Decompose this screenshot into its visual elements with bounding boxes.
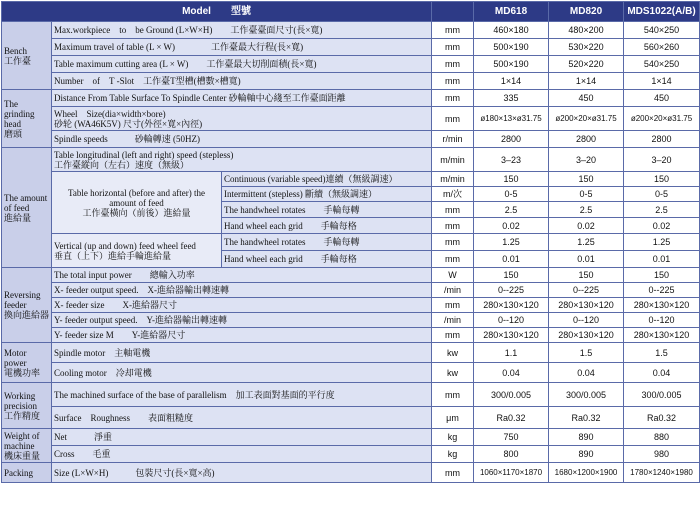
value-mds1022: 280×130×120 <box>624 298 700 313</box>
row-unit: kw <box>432 343 474 363</box>
row-label: Hand wheel each grid 手輪每格 <box>222 218 432 234</box>
value-md820: 150 <box>549 268 624 283</box>
value-md618: ø180×13×ø31.75 <box>474 107 549 131</box>
model-md820: MD820 <box>549 2 624 22</box>
row-unit: kw <box>432 363 474 383</box>
row-unit: mm <box>432 202 474 218</box>
value-md618: 0.04 <box>474 363 549 383</box>
group-bench: Bench 工作臺 <box>2 22 52 90</box>
value-md820: 0--225 <box>549 283 624 298</box>
row-label: Intermittent (stepless) 斷續（無級調速） <box>222 187 432 202</box>
value-mds1022: ø200×20×ø31.75 <box>624 107 700 131</box>
value-md618: 460×180 <box>474 22 549 39</box>
row-label: The handwheel rotates 手輪每轉 <box>222 202 432 218</box>
row-unit: mm <box>432 251 474 268</box>
value-mds1022: 3–20 <box>624 148 700 172</box>
group-machine-weight: Weight of machine 機床重量 <box>2 429 52 463</box>
value-md820: 2.5 <box>549 202 624 218</box>
row-label: Cooling motor 冷却電機 <box>52 363 432 383</box>
value-mds1022: 150 <box>624 172 700 187</box>
group-feed-amount: The amount of feed 進給量 <box>2 148 52 268</box>
row-label: X- feeder output speed. X-進給器輸出轉速轉 <box>52 283 432 298</box>
row-unit: /min <box>432 313 474 328</box>
value-md618: 0.01 <box>474 251 549 268</box>
value-md820: 150 <box>549 172 624 187</box>
value-md618: 1×14 <box>474 73 549 90</box>
value-md618: 0--225 <box>474 283 549 298</box>
row-label: Cross 毛重 <box>52 446 432 463</box>
row-label: Spindle motor 主軸電機 <box>52 343 432 363</box>
value-md820: 0-5 <box>549 187 624 202</box>
value-mds1022: 0-5 <box>624 187 700 202</box>
value-md618: 1060×1170×1870 <box>474 463 549 483</box>
row-unit: mm <box>432 328 474 343</box>
value-mds1022: 980 <box>624 446 700 463</box>
row-label: Table longitudinal (left and right) speed (stepless) 工作臺縱向（左右）速度（無級） <box>52 148 432 172</box>
row-label: Continuous (variable speed)連續（無級調速） <box>222 172 432 187</box>
group-reversing-feeder: Reversing feeder 換向進給器 <box>2 268 52 343</box>
value-md618: 2.5 <box>474 202 549 218</box>
value-mds1022: 1.5 <box>624 343 700 363</box>
value-mds1022: 0.02 <box>624 218 700 234</box>
value-md820: 520×220 <box>549 56 624 73</box>
row-unit: mm <box>432 90 474 107</box>
value-mds1022: 880 <box>624 429 700 446</box>
value-md618: 1.1 <box>474 343 549 363</box>
row-unit: mm <box>432 218 474 234</box>
value-mds1022: 1780×1240×1980 <box>624 463 700 483</box>
value-md618: 335 <box>474 90 549 107</box>
model-mds1022: MDS1022(A/B) <box>624 2 700 22</box>
row-unit: mm <box>432 463 474 483</box>
row-unit: m/次 <box>432 187 474 202</box>
value-md618: 1.25 <box>474 234 549 251</box>
row-unit: mm <box>432 22 474 39</box>
row-unit: /min <box>432 283 474 298</box>
value-md820: 890 <box>549 446 624 463</box>
value-md618: 300/0.005 <box>474 383 549 407</box>
row-unit: m/min <box>432 148 474 172</box>
value-md618: 750 <box>474 429 549 446</box>
row-label: Maximum travel of table (L × W) 工作臺最大行程(長×寬) <box>52 39 432 56</box>
value-md820: 280×130×120 <box>549 328 624 343</box>
value-md820: 890 <box>549 429 624 446</box>
value-md820: 3–20 <box>549 148 624 172</box>
row-label: X- feeder size X-進給器尺寸 <box>52 298 432 313</box>
row-label: Y- feeder size M Y-進給器尺寸 <box>52 328 432 343</box>
value-md618: Ra0.32 <box>474 407 549 429</box>
row-label: Surface Roughness 表面粗糙度 <box>52 407 432 429</box>
value-md618: 280×130×120 <box>474 328 549 343</box>
group-grinding-head: The grinding head 磨頭 <box>2 90 52 148</box>
subgroup-vertical-feed: Vertical (up and down) feed wheel feed 垂直（上下）進給手輪進給量 <box>52 234 222 268</box>
row-label: Hand wheel each grid 手輪每格 <box>222 251 432 268</box>
row-unit: mm <box>432 39 474 56</box>
row-unit: μm <box>432 407 474 429</box>
row-label: Size (L×W×H) 包裝尺寸(長×寬×高) <box>52 463 432 483</box>
value-mds1022: 450 <box>624 90 700 107</box>
value-md618: 0.02 <box>474 218 549 234</box>
row-unit: mm <box>432 234 474 251</box>
value-md618: 2800 <box>474 131 549 148</box>
value-md618: 0--120 <box>474 313 549 328</box>
value-md820: 480×200 <box>549 22 624 39</box>
model-md618: MD618 <box>474 2 549 22</box>
row-label: Table maximum cutting area (L × W) 工作臺最大切削面積(長×寬) <box>52 56 432 73</box>
value-mds1022: 280×130×120 <box>624 328 700 343</box>
row-label: The total input power 總輸入功率 <box>52 268 432 283</box>
row-label: Max.workpiece to be Ground (L×W×H) 工作臺臺面尺寸(長×寬) <box>52 22 432 39</box>
group-working-precision: Working precision 工作精度 <box>2 383 52 429</box>
value-md618: 800 <box>474 446 549 463</box>
value-mds1022: 540×250 <box>624 56 700 73</box>
value-mds1022: 2.5 <box>624 202 700 218</box>
value-md820: Ra0.32 <box>549 407 624 429</box>
value-md820: ø200×20×ø31.75 <box>549 107 624 131</box>
value-mds1022: 1×14 <box>624 73 700 90</box>
value-md618: 280×130×120 <box>474 298 549 313</box>
group-motor-power: Motor power 電機功率 <box>2 343 52 383</box>
value-mds1022: 540×250 <box>624 22 700 39</box>
value-md618: 150 <box>474 268 549 283</box>
value-md820: 1.25 <box>549 234 624 251</box>
row-unit: mm <box>432 383 474 407</box>
value-mds1022: 0--120 <box>624 313 700 328</box>
row-label: Spindle speeds 砂輪轉速 (50HZ) <box>52 131 432 148</box>
row-unit: W <box>432 268 474 283</box>
value-md618: 150 <box>474 172 549 187</box>
row-unit: mm <box>432 73 474 90</box>
row-label: Y- feeder output speed. Y-進給器輸出轉速轉 <box>52 313 432 328</box>
row-label: The machined surface of the base of parallelism 加工表面對基面的平行度 <box>52 383 432 407</box>
row-unit: mm <box>432 298 474 313</box>
row-unit: r/min <box>432 131 474 148</box>
value-mds1022: 560×260 <box>624 39 700 56</box>
value-md820: 300/0.005 <box>549 383 624 407</box>
subgroup-horizontal-feed: Table horizontal (before and after) the amount of feed 工作臺橫向（前後）進給量 <box>52 172 222 234</box>
value-md618: 500×190 <box>474 39 549 56</box>
value-md820: 2800 <box>549 131 624 148</box>
value-md820: 0.04 <box>549 363 624 383</box>
value-mds1022: 1.25 <box>624 234 700 251</box>
value-mds1022: 150 <box>624 268 700 283</box>
row-label: Net 淨重 <box>52 429 432 446</box>
row-unit: kg <box>432 446 474 463</box>
row-unit: kg <box>432 429 474 446</box>
value-mds1022: 0.04 <box>624 363 700 383</box>
spec-table <box>1 1 700 483</box>
value-mds1022: 0.01 <box>624 251 700 268</box>
value-md820: 0.02 <box>549 218 624 234</box>
row-label: Wheel Size(dia×width×bore) 砂轮 (WA46K5V) 尺寸(外徑×寬×內徑) <box>52 107 432 131</box>
value-mds1022: 2800 <box>624 131 700 148</box>
value-md618: 500×190 <box>474 56 549 73</box>
value-mds1022: Ra0.32 <box>624 407 700 429</box>
row-unit: mm <box>432 107 474 131</box>
value-md820: 450 <box>549 90 624 107</box>
value-md618: 3–23 <box>474 148 549 172</box>
value-md820: 1.5 <box>549 343 624 363</box>
value-mds1022: 300/0.005 <box>624 383 700 407</box>
row-unit: mm <box>432 56 474 73</box>
unit-header <box>432 2 474 22</box>
value-mds1022: 0--225 <box>624 283 700 298</box>
row-label: The handwheel rotates 手輪每轉 <box>222 234 432 251</box>
value-md820: 1×14 <box>549 73 624 90</box>
row-label: Distance From Table Surface To Spindle Center 砂輪軸中心綫至工作臺面距離 <box>52 90 432 107</box>
group-packing: Packing <box>2 463 52 483</box>
row-label: Number of T -Slot 工作臺T型槽(槽數×槽寬) <box>52 73 432 90</box>
value-md820: 280×130×120 <box>549 298 624 313</box>
row-unit: m/min <box>432 172 474 187</box>
model-header: Model 型號 <box>2 2 432 22</box>
value-md820: 0--120 <box>549 313 624 328</box>
value-md820: 530×220 <box>549 39 624 56</box>
value-md820: 0.01 <box>549 251 624 268</box>
value-md820: 1680×1200×1900 <box>549 463 624 483</box>
value-md618: 0-5 <box>474 187 549 202</box>
